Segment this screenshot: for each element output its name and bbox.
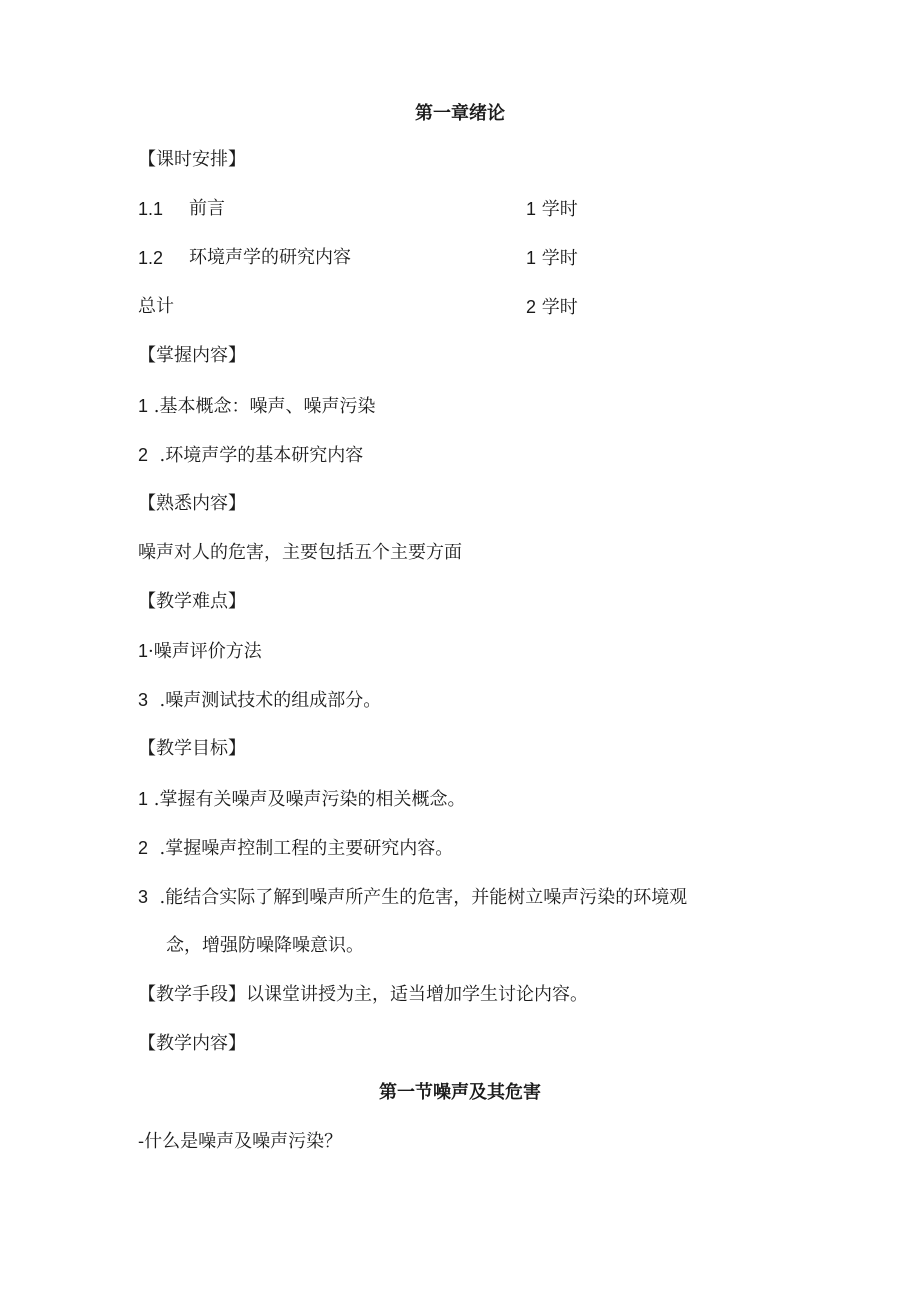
means-text: 以课堂讲授为主，适当增加学生讨论内容。 (246, 984, 588, 1005)
schedule-row-number: 1.1 (138, 199, 164, 219)
section-title: 第一节噪声及其危害 (379, 1082, 541, 1103)
master-item: 1 .基本概念：噪声、噪声污染 (138, 396, 376, 417)
means-line (138, 983, 588, 1007)
schedule-row-hours: 1 学时 (526, 199, 578, 220)
difficulty-item: 3 .噪声测试技术的组成部分。 (138, 690, 382, 711)
chapter-title: 第一章绪论 (415, 103, 505, 124)
goals-item: 1 .掌握有关噪声及噪声污染的相关概念。 (138, 789, 466, 810)
difficulty-item: 1·噪声评价方法 (138, 641, 262, 662)
schedule-total-label: 总计 (138, 296, 174, 317)
schedule-row-hours: 1 学时 (526, 248, 578, 269)
familiar-text: 噪声对人的危害，主要包括五个主要方面 (138, 542, 462, 563)
familiar-heading: 【熟悉内容】 (138, 493, 246, 514)
question-line: -什么是噪声及噪声污染？ (138, 1131, 343, 1152)
schedule-row-name: 前言 (189, 198, 225, 219)
goals-heading: 【教学目标】 (138, 738, 246, 759)
schedule-heading: 【课时安排】 (138, 149, 246, 170)
schedule-total-hours: 2 学时 (526, 297, 578, 318)
master-item: 2 .环境声学的基本研究内容 (138, 445, 364, 466)
master-heading: 【掌握内容】 (138, 345, 246, 366)
content-heading: 【教学内容】 (138, 1033, 246, 1054)
goals-item-continuation: 念，增强防噪降噪意识。 (166, 935, 364, 956)
goals-item: 2 .掌握噪声控制工程的主要研究内容。 (138, 838, 454, 859)
difficulty-heading: 【教学难点】 (138, 591, 246, 612)
means-heading: 【教学手段】 (138, 984, 246, 1005)
goals-item: 3 .能结合实际了解到噪声所产生的危害，并能树立噪声污染的环境观 (138, 887, 688, 908)
schedule-row-name: 环境声学的研究内容 (189, 247, 351, 268)
schedule-row-number: 1.2 (138, 248, 164, 268)
